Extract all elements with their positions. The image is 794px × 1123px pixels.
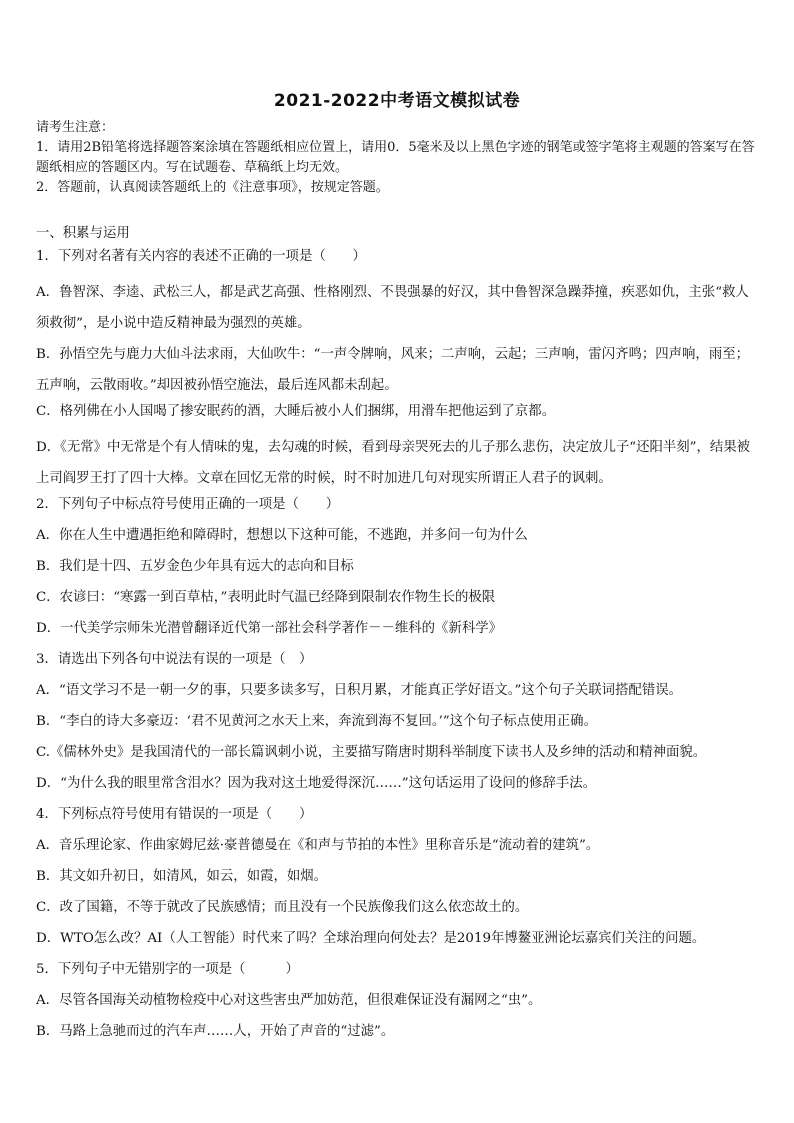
q3-option-a: A．“语文学习不是一朝一夕的事，只要多读多写，日积月累，才能真正学好语文。”这个句子关联词搭配错误。 — [36, 683, 683, 698]
notice-item-2: 2．答题前，认真阅读答题纸上的《注意事项》，按规定答题。 — [36, 180, 389, 195]
q1-option-d: D．《无常》中无常是个有人情味的鬼，去勾魂的时候，看到母亲哭死去的儿子那么悲伤，决定放儿子“还阳半刻”，结果被上司阎罗王打了四十大棒。文章在回忆无常的时候，时不时加进几句对现实所谓正人君子的讽刺。 — [36, 440, 751, 486]
q4-option-d: D．WTO怎么改？AI（人工智能）时代来了吗？全球治理向何处去？是2019年博鳌亚洲论坛嘉宾们关注的问题。 — [36, 931, 706, 946]
q5-option-b: B．马路上急驰而过的汽车声……人，开始了声音的“过滤”。 — [36, 1024, 395, 1039]
notice-block — [36, 118, 758, 198]
q3-stem: 3．请选出下列各句中说法有误的一项是（ ） — [36, 652, 313, 667]
q4-option-c: C．改了国籍，不等于就改了民族感情；而且没有一个民族像我们这么依恋故土的。 — [36, 900, 529, 915]
q2-option-b: B．我们是十四、五岁金色少年具有远大的志向和目标 — [36, 559, 354, 574]
q1-option-a: A．鲁智深、李逵、武松三人，都是武艺高强、性格刚烈、不畏强暴的好汉，其中鲁智深急躁莽撞，疾恶如仇，主张“救人须救彻”，是小说中造反精神最为强烈的英雄。 — [36, 285, 749, 331]
q2-option-c: C．农谚曰：“寒露一到百草枯，”表明此时气温已经降到限制农作物生长的极限 — [36, 590, 496, 605]
q1-stem: 1．下列对名著有关内容的表述不正确的一项是（ ） — [36, 249, 366, 264]
notice-heading: 请考生注意： — [36, 120, 115, 135]
q3-option-d: D．“为什么我的眼里常含泪水？因为我对这土地爱得深沉……”这句话运用了设问的修辞手法。 — [36, 776, 597, 791]
q1-option-b: B．孙悟空先与鹿力大仙斗法求雨，大仙吹牛：“一声令牌响，风来；二声响，云起；三声响，雷闪齐鸣；四声响，雨至；五声响，云散雨收。”却因被孙悟空施法，最后连风都未刮起。 — [36, 347, 749, 393]
q3-option-c: C.《儒林外史》是我国清代的一部长篇讽刺小说，主要描写隋唐时期科举制度下读书人及乡绅的活动和精神面貌。 — [36, 745, 707, 760]
questions — [36, 224, 758, 1052]
section-heading: 一、积累与运用 — [36, 226, 130, 241]
q2-stem: 2．下列句子中标点符号使用正确的一项是（ ） — [36, 497, 340, 512]
q1-option-c: C．格列佛在小人国喝了掺安眠药的酒，大睡后被小人们捆绑，用滑车把他运到了京都。 — [36, 404, 556, 419]
q2-option-a: A．你在人生中遭遇拒绝和障碍时，想想以下这种可能，不逃跑，并多问一句为什么 — [36, 528, 528, 543]
q4-stem: 4．下列标点符号使用有错误的一项是（ ） — [36, 807, 313, 822]
q5-option-a: A．尽管各国海关动植物检疫中心对这些害虫严加妨范，但很难保证没有漏网之“虫”。 — [36, 993, 542, 1008]
page-title: 2021-2022中考语文模拟试卷 — [273, 91, 521, 111]
notice-item-1: 1．请用2B铅笔将选择题答案涂填在答题纸相应位置上，请用0．5毫米及以上黑色字迹的钢笔或签字笔将主观题的答案写在答题纸相应的答题区内。写在试题卷、草稿纸上均无效。 — [36, 140, 755, 175]
q4-option-a: A．音乐理论家、作曲家姆尼兹·豪普德曼在《和声与节拍的本性》里称音乐是“流动着的建筑”。 — [36, 838, 600, 853]
q3-option-b: B．“李白的诗大多豪迈：‘君不见黄河之水天上来，奔流到海不复回。’”这个句子标点使用正确。 — [36, 714, 597, 729]
q2-option-d: D．一代美学宗师朱光潜曾翻译近代第一部社会科学著作－－维科的《新科学》 — [36, 621, 503, 636]
q5-stem: 5．下列句子中无错别字的一项是（ ） — [36, 962, 299, 977]
q4-option-b: B．其文如升初日，如清风，如云，如霞，如烟。 — [36, 869, 328, 884]
